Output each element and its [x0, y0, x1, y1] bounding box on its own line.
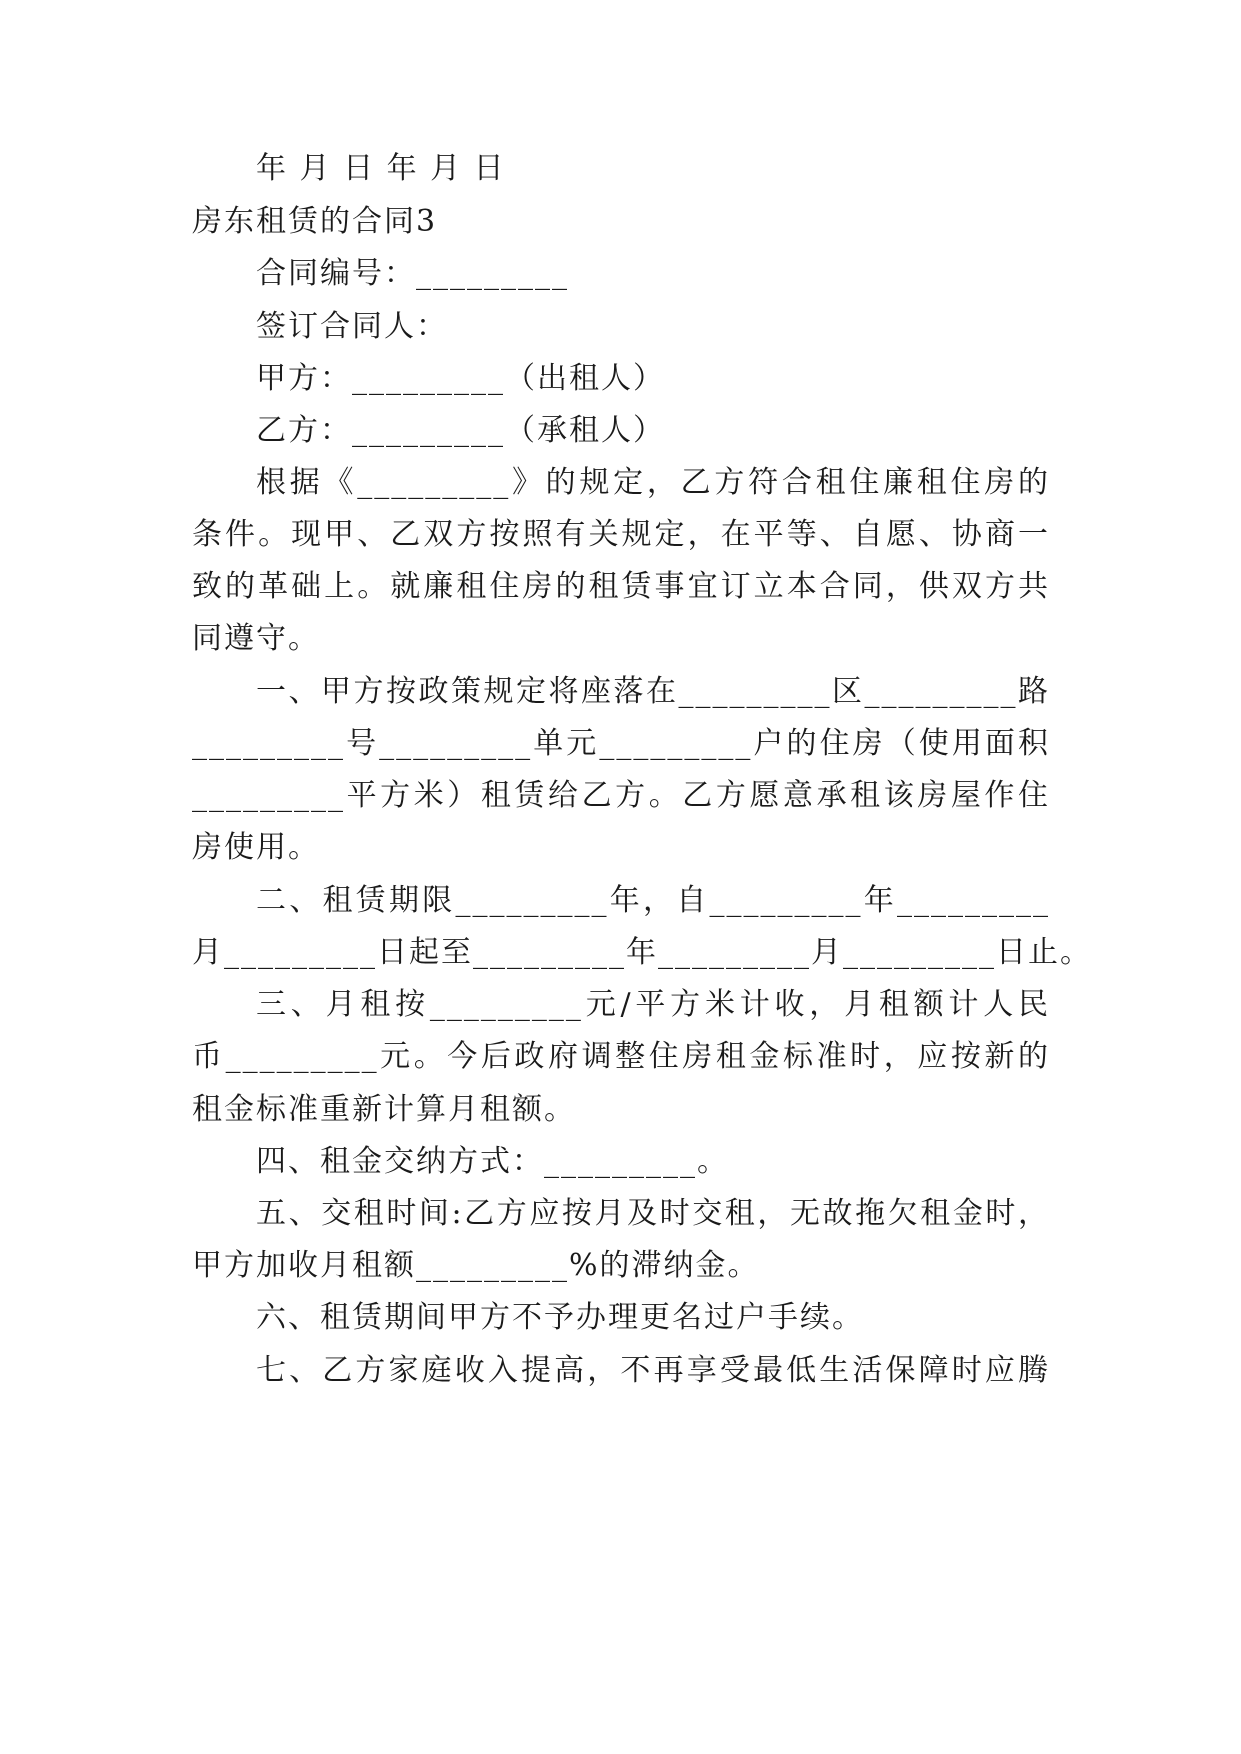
- clause-2-line-2: 月_________日起至_________年_________月_________日止。: [192, 935, 1092, 970]
- signature-date-line: 年 月 日 年 月 日: [256, 151, 506, 186]
- preamble-line-3: 致的革础上。就廉租住房的租赁事宜订立本合同，供双方共: [192, 569, 1050, 604]
- clause-1-line-2: _________号_________单元_________户的住房（使用面积: [192, 726, 1050, 761]
- preamble-line-4: 同遵守。: [192, 621, 320, 656]
- clause-3-line-3: 租金标准重新计算月租额。: [192, 1092, 576, 1127]
- contract-number: 合同编号：_________: [256, 256, 569, 291]
- party-a: 甲方：_________（出租人）: [256, 361, 665, 396]
- preamble-line-1: 根据《_________》的规定，乙方符合租住廉租住房的: [256, 465, 1050, 500]
- clause-6: 六、租赁期间甲方不予办理更名过户手续。: [256, 1300, 864, 1335]
- clause-3-line-1: 三、月租按_________元/平方米计收，月租额计人民: [256, 987, 1050, 1022]
- preamble-line-2: 条件。现甲、乙双方按照有关规定，在平等、自愿、协商一: [192, 517, 1050, 552]
- clause-4: 四、租金交纳方式：_________。: [256, 1144, 729, 1179]
- signing-parties-heading: 签订合同人：: [256, 309, 448, 344]
- clause-5-line-2: 甲方加收月租额_________%的滞纳金。: [192, 1248, 760, 1283]
- clause-1-line-1: 一、甲方按政策规定将座落在_________区_________路: [256, 674, 1050, 709]
- clause-1-line-3: _________平方米）租赁给乙方。乙方愿意承租该房屋作住: [192, 778, 1050, 813]
- clause-3-line-2: 币_________元。今后政府调整住房租金标准时，应按新的: [192, 1039, 1050, 1074]
- clause-2-line-1: 二、租赁期限_________年，自_________年_________: [256, 883, 1050, 918]
- party-b: 乙方：_________（承租人）: [256, 413, 665, 448]
- clause-7-line-1: 七、乙方家庭收入提高，不再享受最低生活保障时应腾: [256, 1353, 1050, 1388]
- clause-5-line-1: 五、交租时间:乙方应按月及时交租，无故拖欠租金时，: [256, 1196, 1050, 1231]
- clause-1-line-4: 房使用。: [192, 830, 320, 865]
- contract-title: 房东租赁的合同3: [192, 204, 438, 239]
